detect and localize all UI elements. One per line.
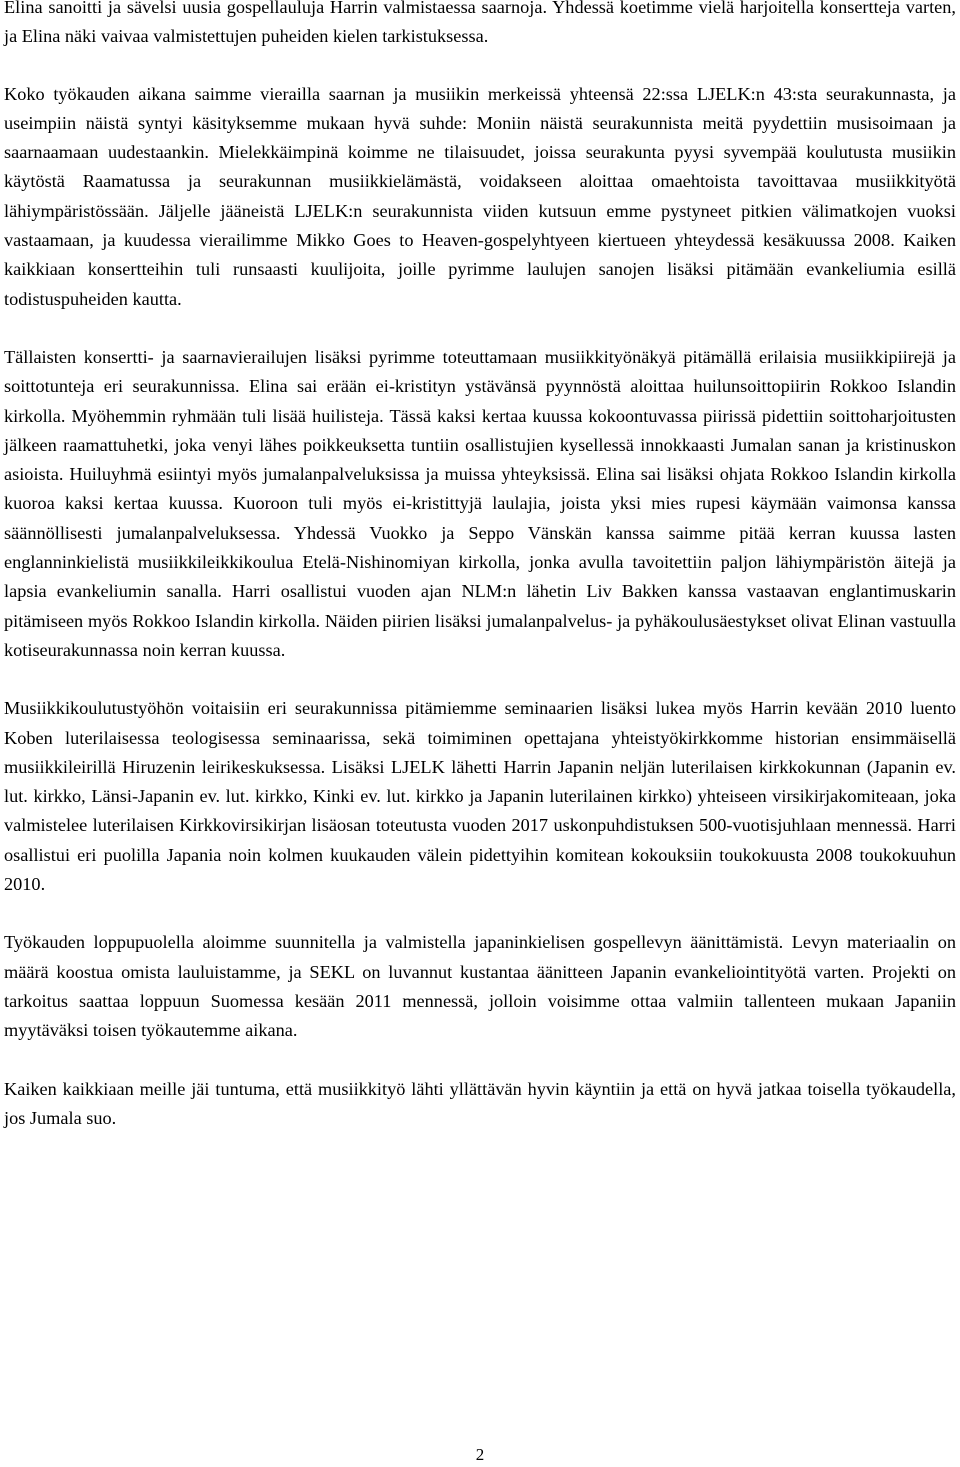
paragraph-5: Työkauden loppupuolella aloimme suunnitella ja valmistella japaninkielisen gospellevyn äänittämistä. Levyn materiaalin on määrä koostua omista lauluistamme, ja SEKL on luvannut kustantaa äänitteen Japanin evankeliointityötä varten. Projekti on tarkoitus saattaa loppuun Suomessa kesään 2011 mennessä, jolloin voisimme ottaa valmiin tallenteen mukaan Japaniin myytäväksi toisen työkautemme aikana. [4,932,956,1041]
paragraph-1: Elina sanoitti ja sävelsi uusia gospellauluja Harrin valmistaessa saarnoja. Yhdessä koetimme vielä harjoitella konsertteja varten, ja Elina näki vaivaa valmistettujen puheiden kielen tarkistuksessa. [4,0,956,47]
page-number: 2 [475,1445,485,1464]
paragraph-3: Tällaisten konsertti- ja saarnavierailujen lisäksi pyrimme toteuttamaan musiikkityönäkyä pitämällä erilaisia musiikkipiirejä ja soittotunteja eri seurakunnissa. Elina sai erään ei-kristityn ystävänsä pyynnöstä aloittaa huilunsoittopiirin Rokkoo Islandin kirkolla. Myöhemmin ryhmään tuli lisää huilisteja. Tässä kaksi kertaa kuussa kokoontuvassa piirissä pidettiin soittoharjoitusten jälkeen raamattuhetki, joka venyi lähes poikkeuksetta tuntiin osallistujien kysellessä innokkaasti Jumalan sanan ja kristinuskon asioista. Huiluyhmä esiintyi myös jumalanpalveluksissa ja muissa yhteyksissä. Elina sai lisäksi ohjata Rokkoo Islandin kirkolla kuoroa kaksi kertaa kuussa. Kuoroon tuli myös ei-kristittyjä laulajia, joista yksi mies rupesi käymään vaimonsa kanssa säännöllisesti jumalanpalveluksessa. Yhdessä Vuokko ja Seppo Vänskän kanssa saimme pitää kerran kuussa lasten englanninkielistä musiikkileikkikoulua Etelä-Nishinomiyan kirkolla, jonka avulla tavoitettiin paljon lähiympäristön äitejä ja lapsia evankeliumin sanalla. Harri osallistui vuoden ajan NLM:n lähetin Liv Bakken kanssa vastaavan englantimuskarin pitämiseen myös Rokkoo Islandin kirkolla. Näiden piirien lisäksi jumalanpalvelus- ja pyhäkoulusäestykset olivat Elinan vastuulla kotiseurakunnassa noin kerran kuussa. [4,346,956,660]
document-page [4,0,956,1133]
paragraph-2: Koko työkauden aikana saimme vierailla saarnan ja musiikin merkeissä yhteensä 22:ssa LJELK:n 43:sta seurakunnasta, ja useimpiin näistä syntyi käsityksemme mukaan hyvä suhde: Moniin näistä seurakunnista meitä pyydettiin musisoimaan ja saarnaamaan uudestaankin. Mielekkäimpinä koimme ne tilaisuudet, joissa seurakunta pyysi syvempää koulutusta musiikin käytöstä Raamatussa ja seurakunnan musiikkielämästä, voidakseen aloittaa omaehtoista tavoittavaa musiikkityötä lähiympäristössään. Jäljelle jääneistä LJELK:n seurakunnista viiden kutsuun emme pystyneet pitkien välimatkojen vuoksi vastaamaan, ja kuudessa vierailimme Mikko Goes to Heaven-gospelyhtyeen kiertueen yhteydessä kesäkuussa 2008. Kaiken kaikkiaan konsertteihin tuli runsaasti kuulijoita, joille pyrimme laulujen sanojen lisäksi pitämään evankeliumia esillä todistuspuheiden kautta. [4,83,956,309]
paragraph-4: Musiikkikoulutustyöhön voitaisiin eri seurakunnissa pitämiemme seminaarien lisäksi lukea myös Harrin kevään 2010 luento Koben luterilaisessa teologisessa seminaarissa, sekä toimiminen opettajana yhteistyökirkkomme historian ensimmäisellä musiikkileirillä Hiruzenin leirikeskuksessa. Lisäksi LJELK lähetti Harrin Japanin neljän luterilaisen kirkkokunnan (Japanin ev. lut. kirkko, Länsi-Japanin ev. lut. kirkko, Kinki ev. lut. kirkko ja Japanin luterilainen kirkko) yhteiseen virsikirjakomiteaan, joka valmistelee luterilaisen Kirkkovirsikirjan lisäosan toteutusta vuoden 2017 uskonpuhdistuksen 500-vuotisjuhlaan mennessä. Harri osallistui eri puolilla Japania noin kolmen kuukauden välein pidettyihin komitean kokouksiin toukokuusta 2008 toukokuuhun 2010. [4,698,956,895]
paragraph-6: Kaiken kaikkiaan meille jäi tuntuma, että musiikkityö lähti yllättävän hyvin käyntiin ja että on hyvä jatkaa toisella työkaudella, jos Jumala suo. [4,1078,956,1128]
